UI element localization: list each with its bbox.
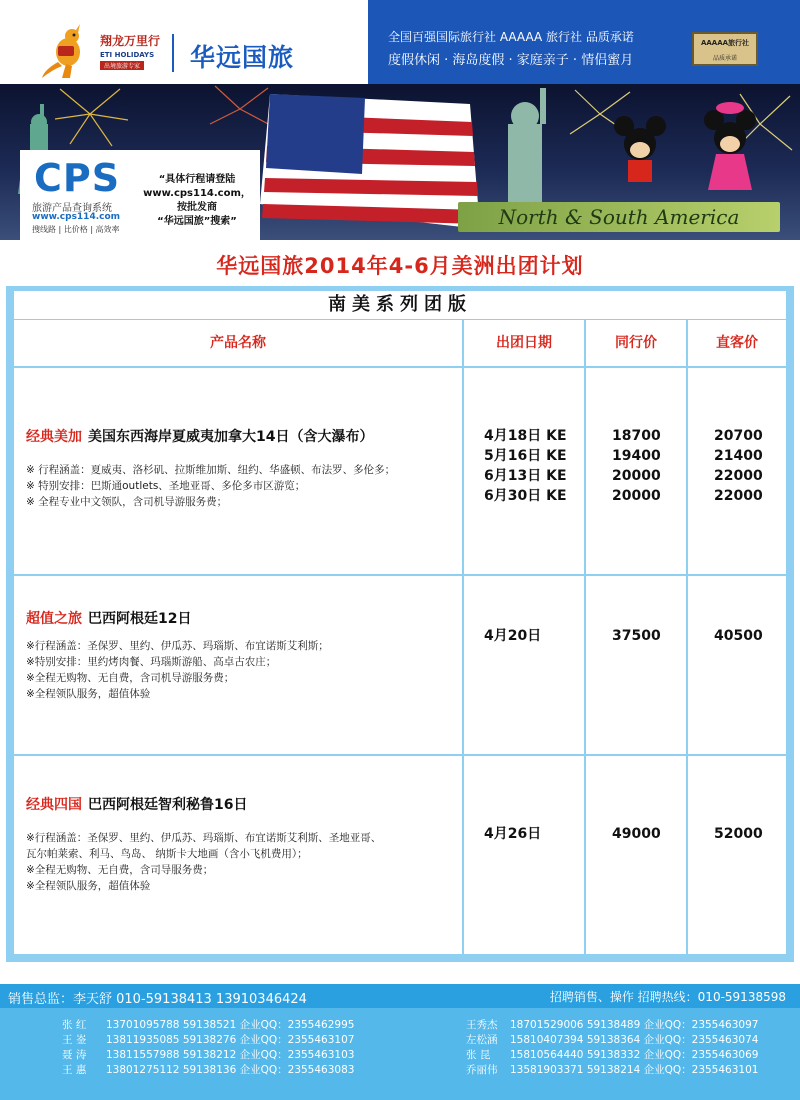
contact-row bbox=[466, 1033, 758, 1048]
price-value: 20000 bbox=[612, 488, 661, 504]
note-line: 瓦尔帕莱索、利马、鸟岛、 纳斯卡大地画（含小飞机费用）； bbox=[26, 848, 308, 860]
contact-name: 王 崟 bbox=[62, 1034, 87, 1046]
cps-subtitle: 旅游产品查询系统 bbox=[32, 203, 112, 214]
firework-icon bbox=[570, 90, 792, 150]
note-line: ※行程涵盖：圣保罗、里约、伊瓜苏、玛瑙斯、布宜诺斯艾利斯、圣地亚哥、 bbox=[26, 832, 382, 844]
contact-footer bbox=[0, 984, 800, 1100]
contact-row bbox=[466, 1018, 758, 1033]
product-tag: 经典四国 bbox=[26, 797, 82, 813]
cps-logo: CPS bbox=[34, 156, 121, 200]
product-notes bbox=[26, 462, 456, 510]
cps-note-line: “具体行程请登陆 bbox=[158, 174, 236, 185]
table-row-date bbox=[464, 576, 584, 754]
header-product: 产品名称 bbox=[14, 320, 462, 366]
table-row-retail bbox=[688, 576, 786, 754]
product-tag: 经典美加 bbox=[26, 429, 82, 445]
date-list bbox=[484, 426, 567, 506]
note-line: ※行程涵盖：圣保罗、里约、伊瓜苏、玛瑙斯、布宜诺斯艾利斯； bbox=[26, 640, 329, 652]
product-notes bbox=[26, 638, 456, 702]
contacts-right bbox=[466, 1018, 758, 1078]
price-value: 21400 bbox=[714, 448, 763, 464]
table-row-product bbox=[14, 576, 462, 754]
product-title bbox=[26, 794, 247, 814]
table-row-peer bbox=[586, 368, 686, 574]
firework-icon bbox=[210, 86, 272, 126]
statue-of-liberty-icon bbox=[508, 88, 546, 204]
header-retail-price: 直客价 bbox=[688, 320, 786, 366]
hiring-hotline: 招聘销售、操作 招聘热线：010-59138598 bbox=[549, 990, 786, 1004]
product-name: 美国东西海岸夏威夷加拿大14日（含大瀑布） bbox=[88, 429, 374, 445]
contact-info: 13801275112 59138136 企业QQ：2355463083 bbox=[106, 1064, 355, 1076]
page-title: 华远国旅2014年4-6月美洲出团计划 bbox=[216, 254, 584, 278]
brand-main-logo: 华远国旅 bbox=[190, 43, 295, 72]
cps-url[interactable]: www.cps114.com bbox=[32, 212, 121, 222]
contact-row bbox=[62, 1063, 354, 1078]
contact-row bbox=[62, 1048, 354, 1063]
contact-row bbox=[62, 1033, 354, 1048]
product-title bbox=[26, 608, 191, 628]
certification-badge bbox=[692, 32, 758, 66]
kangaroo-logo-icon bbox=[38, 24, 94, 80]
contact-info: 13701095788 59138521 企业QQ：2355462995 bbox=[106, 1019, 355, 1031]
contact-name: 张 红 bbox=[62, 1019, 87, 1031]
price-value: 20700 bbox=[714, 428, 763, 444]
retail-price-list bbox=[714, 426, 763, 506]
table-row-peer bbox=[586, 756, 686, 954]
price-value: 49000 bbox=[612, 826, 661, 842]
badge-bottom-text: 品质承诺 bbox=[712, 55, 737, 62]
cps-tags: 搜线路 | 比价格 | 高效率 bbox=[32, 225, 120, 234]
cartoon-mice-icon bbox=[614, 102, 756, 190]
date-value: 4月26日 bbox=[484, 826, 542, 842]
note-line: ※特别安排：里约烤肉餐、玛瑙斯游船、高卓古农庄； bbox=[26, 656, 277, 668]
sales-director: 销售总监：李天舒 010-59138413 13910346424 bbox=[8, 992, 307, 1007]
contact-info: 13811935085 59138276 企业QQ：2355463107 bbox=[106, 1034, 355, 1046]
brand-tagline: 出境旅游专家 bbox=[100, 61, 144, 70]
note-line: ※ 全程专业中文领队，含司机导游服务费； bbox=[26, 496, 228, 508]
table-row-date bbox=[464, 756, 584, 954]
header-date: 出团日期 bbox=[464, 320, 584, 366]
date-value: 5月16日 KE bbox=[484, 448, 567, 464]
product-name: 巴西阿根廷12日 bbox=[88, 611, 192, 627]
contact-name: 左松涵 bbox=[466, 1034, 498, 1046]
contact-info: 15810407394 59138364 企业QQ：2355463074 bbox=[510, 1034, 759, 1046]
contact-row bbox=[466, 1048, 758, 1063]
note-line: ※ 特别安排：巴斯通outlets、圣地亚哥、多伦多市区游览； bbox=[26, 480, 306, 492]
firework-icon bbox=[55, 89, 128, 146]
date-value: 4月20日 bbox=[484, 628, 542, 644]
table-row-retail bbox=[688, 756, 786, 954]
price-value: 20000 bbox=[612, 468, 661, 484]
badge-top-text: AAAAA旅行社 bbox=[700, 39, 750, 47]
section-title: 南美系列团版 bbox=[14, 291, 786, 319]
contact-name: 聂 涛 bbox=[62, 1049, 87, 1061]
note-line: ※ 行程涵盖：夏威夷、洛杉矶、拉斯维加斯、纽约、华盛顿、布法罗、多伦多； bbox=[26, 464, 396, 476]
note-line: ※全程无购物、无自费，含司机导游服务费； bbox=[26, 672, 235, 684]
contact-row bbox=[62, 1018, 354, 1033]
header-credentials: 全国百强国际旅行社 AAAAA 旅行社 品质承诺 bbox=[388, 30, 634, 44]
table-row-product bbox=[14, 368, 462, 574]
contact-name: 乔丽伟 bbox=[466, 1064, 498, 1076]
cps-promo-box bbox=[20, 150, 260, 240]
note-line: ※全程领队服务，超值体验 bbox=[26, 880, 151, 892]
us-flag-icon bbox=[260, 94, 480, 229]
cps-note-line: “华远国旅”搜索” bbox=[157, 216, 237, 227]
price-value: 22000 bbox=[714, 468, 763, 484]
brand-divider bbox=[172, 34, 174, 72]
contact-name: 王 惠 bbox=[62, 1064, 87, 1076]
peer-price-list bbox=[612, 426, 661, 506]
price-value: 37500 bbox=[612, 628, 661, 644]
price-value: 52000 bbox=[714, 826, 763, 842]
contact-info: 18701529006 59138489 企业QQ：2355463097 bbox=[510, 1019, 759, 1031]
contact-name: 张 昆 bbox=[466, 1049, 491, 1061]
date-value: 4月18日 KE bbox=[484, 428, 567, 444]
product-title bbox=[26, 426, 373, 446]
table-row-peer bbox=[586, 576, 686, 754]
price-value: 19400 bbox=[612, 448, 661, 464]
note-line: ※全程无购物、无自费，含司导服务费； bbox=[26, 864, 214, 876]
cps-note-line: 按批发商 bbox=[177, 202, 217, 213]
footer-bar bbox=[0, 984, 800, 1008]
header-services: 度假休闲 · 海岛度假 · 家庭亲子 · 情侣蜜月 bbox=[388, 53, 634, 68]
brand-name-en: ETI HOLIDAYS bbox=[100, 51, 155, 59]
date-value: 6月30日 KE bbox=[484, 488, 567, 504]
table-row-date bbox=[464, 368, 584, 574]
header-peer-price: 同行价 bbox=[586, 320, 686, 366]
price-value: 40500 bbox=[714, 628, 763, 644]
table-row-product bbox=[14, 756, 462, 954]
product-notes bbox=[26, 830, 456, 894]
brand-name-cn: 翔龙万里行 bbox=[100, 34, 161, 48]
banner-caption: North & South America bbox=[458, 202, 780, 232]
product-tag: 超值之旅 bbox=[26, 611, 82, 627]
cps-note-line[interactable]: www.cps114.com， bbox=[143, 188, 251, 199]
contact-name: 王秀杰 bbox=[466, 1019, 498, 1031]
logo-area bbox=[0, 0, 368, 84]
contacts-left bbox=[62, 1018, 354, 1078]
date-value: 6月13日 KE bbox=[484, 468, 567, 484]
product-name: 巴西阿根廷智利秘鲁16日 bbox=[88, 797, 248, 813]
contact-info: 13811557988 59138212 企业QQ：2355463103 bbox=[106, 1049, 355, 1061]
note-line: ※全程领队服务，超值体验 bbox=[26, 688, 151, 700]
contact-info: 15810564440 59138332 企业QQ：2355463069 bbox=[510, 1049, 759, 1061]
price-value: 18700 bbox=[612, 428, 661, 444]
contact-info: 13581903371 59138214 企业QQ：2355463101 bbox=[510, 1064, 759, 1076]
tour-table bbox=[6, 286, 794, 962]
table-row-retail bbox=[688, 368, 786, 574]
contact-row bbox=[466, 1063, 758, 1078]
price-value: 22000 bbox=[714, 488, 763, 504]
header-bar bbox=[0, 0, 800, 84]
